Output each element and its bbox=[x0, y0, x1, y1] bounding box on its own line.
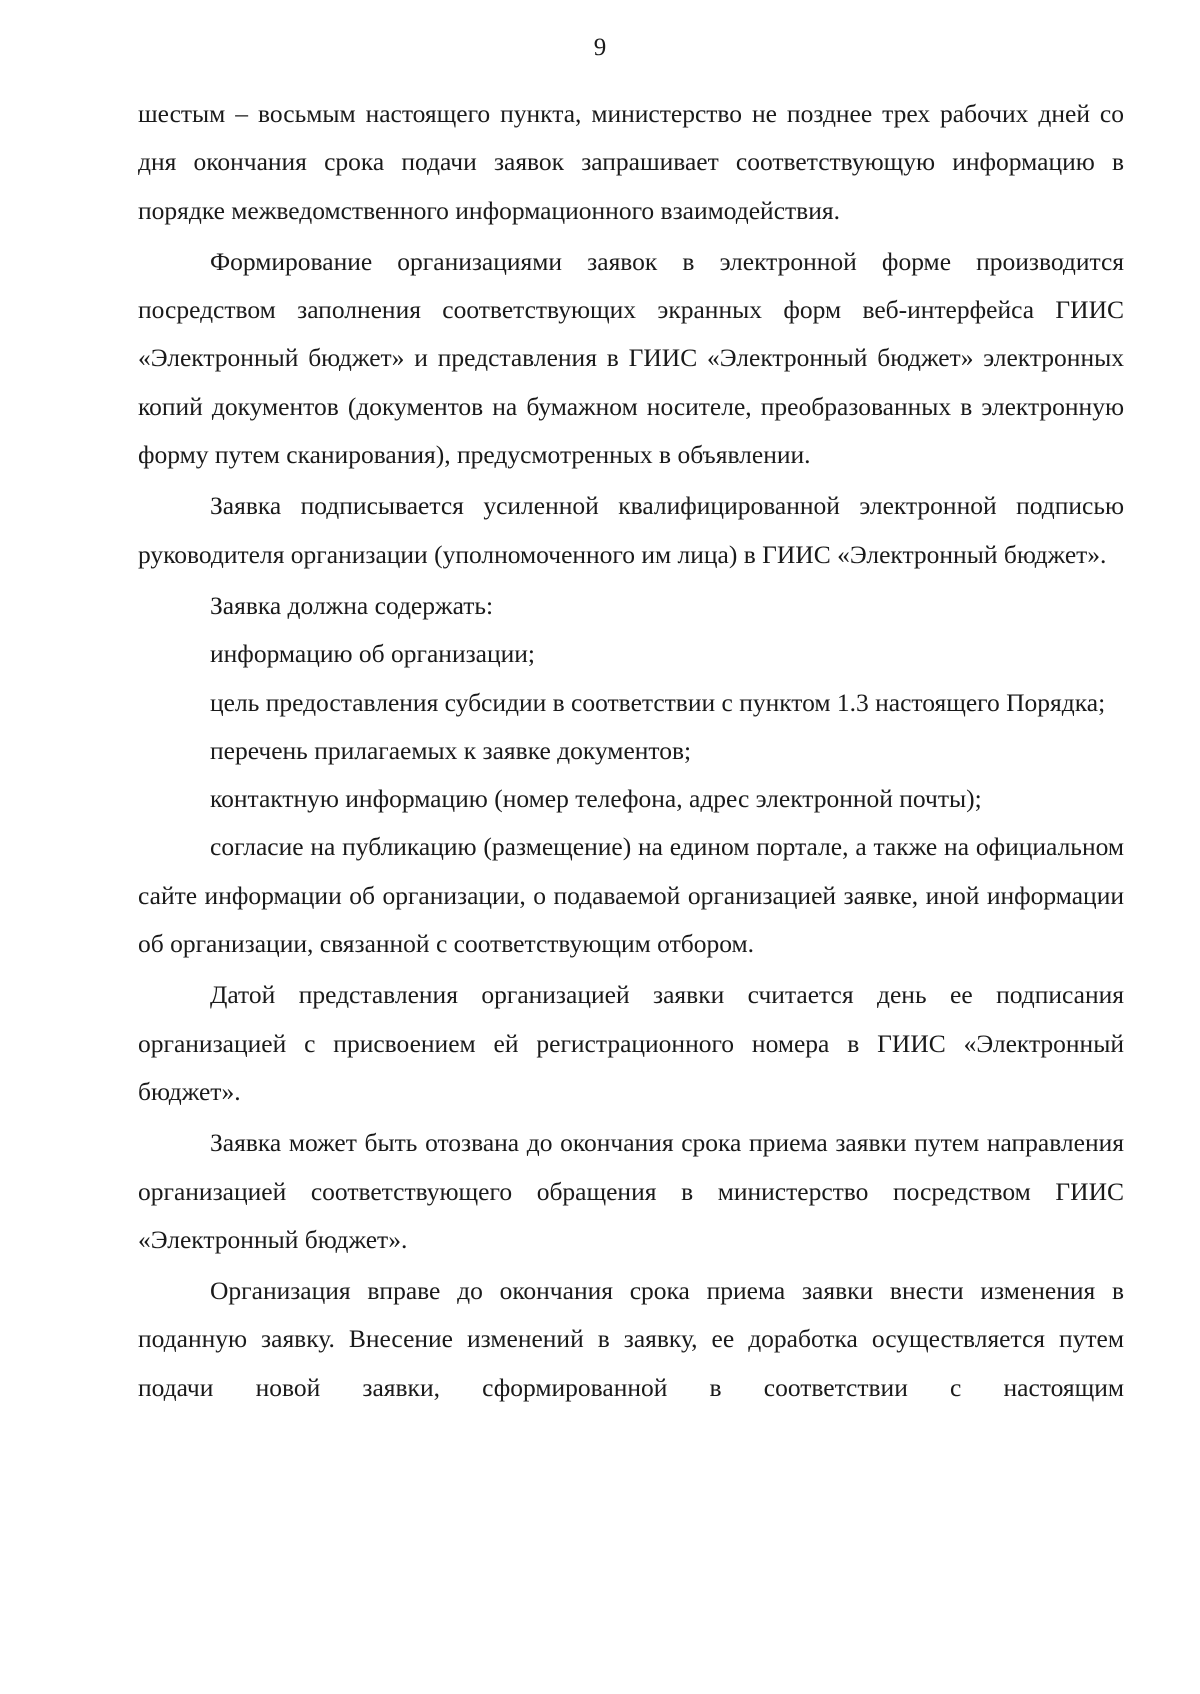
paragraph-submission-date: Датой представления организацией заявки считается день ее подписания организацией с присвоением ей регистрационного номера в ГИИС «Электронный бюджет». bbox=[138, 980, 1124, 1106]
paragraph-continuation: шестым – восьмым настоящего пункта, министерство не позднее трех рабочих дней со дня окончания срока подачи заявок запрашивает соответствующую информацию в порядке межведомственного информационного взаимодействия. bbox=[138, 99, 1124, 225]
list-item-publication-consent: согласие на публикацию (размещение) на едином портале, а также на официальном сайте информации об организации, о подаваемой организацией заявке, иной информации об организации, связанной с соответствующим отбором. bbox=[138, 832, 1124, 959]
paragraph-application-changes: Организация вправе до окончания срока приема заявки внести изменения в поданную заявку. Внесение изменений в заявку, ее доработка осуществляется путем подачи новой заявки, сформированной в соответствии с настоящим bbox=[138, 1276, 1124, 1402]
list-item-subsidy-purpose: цель предоставления субсидии в соответствии с пунктом 1.3 настоящего Порядка; bbox=[210, 687, 1106, 717]
list-item-organization-info: информацию об организации; bbox=[210, 639, 536, 669]
list-item-attached-documents: перечень прилагаемых к заявке документов; bbox=[210, 735, 692, 765]
paragraph-application-contents-intro: Заявка должна содержать: bbox=[210, 590, 494, 620]
paragraph-application-signing: Заявка подписывается усиленной квалифицированной электронной подписью руководителя организации (уполномоченного им лица) в ГИИС «Электронный бюджет». bbox=[138, 491, 1124, 569]
document-body bbox=[138, 90, 1124, 1412]
paragraph-application-forming: Формирование организациями заявок в электронной форме производится посредством заполнения соответствующих экранных форм веб-интерфейса ГИИС «Электронный бюджет» и представления в ГИИС «Электронный бюджет» электронных копий документов (документов на бумажном носителе, преобразованных в электронную форму путем сканирования), предусмотренных в объявлении. bbox=[138, 246, 1124, 470]
paragraph-application-withdrawal: Заявка может быть отозвана до окончания срока приема заявки путем направления организацией соответствующего обращения в министерство посредством ГИИС «Электронный бюджет». bbox=[138, 1128, 1124, 1254]
page-number: 9 bbox=[593, 34, 607, 61]
list-item-contact-info: контактную информацию (номер телефона, адрес электронной почты); bbox=[210, 784, 982, 814]
